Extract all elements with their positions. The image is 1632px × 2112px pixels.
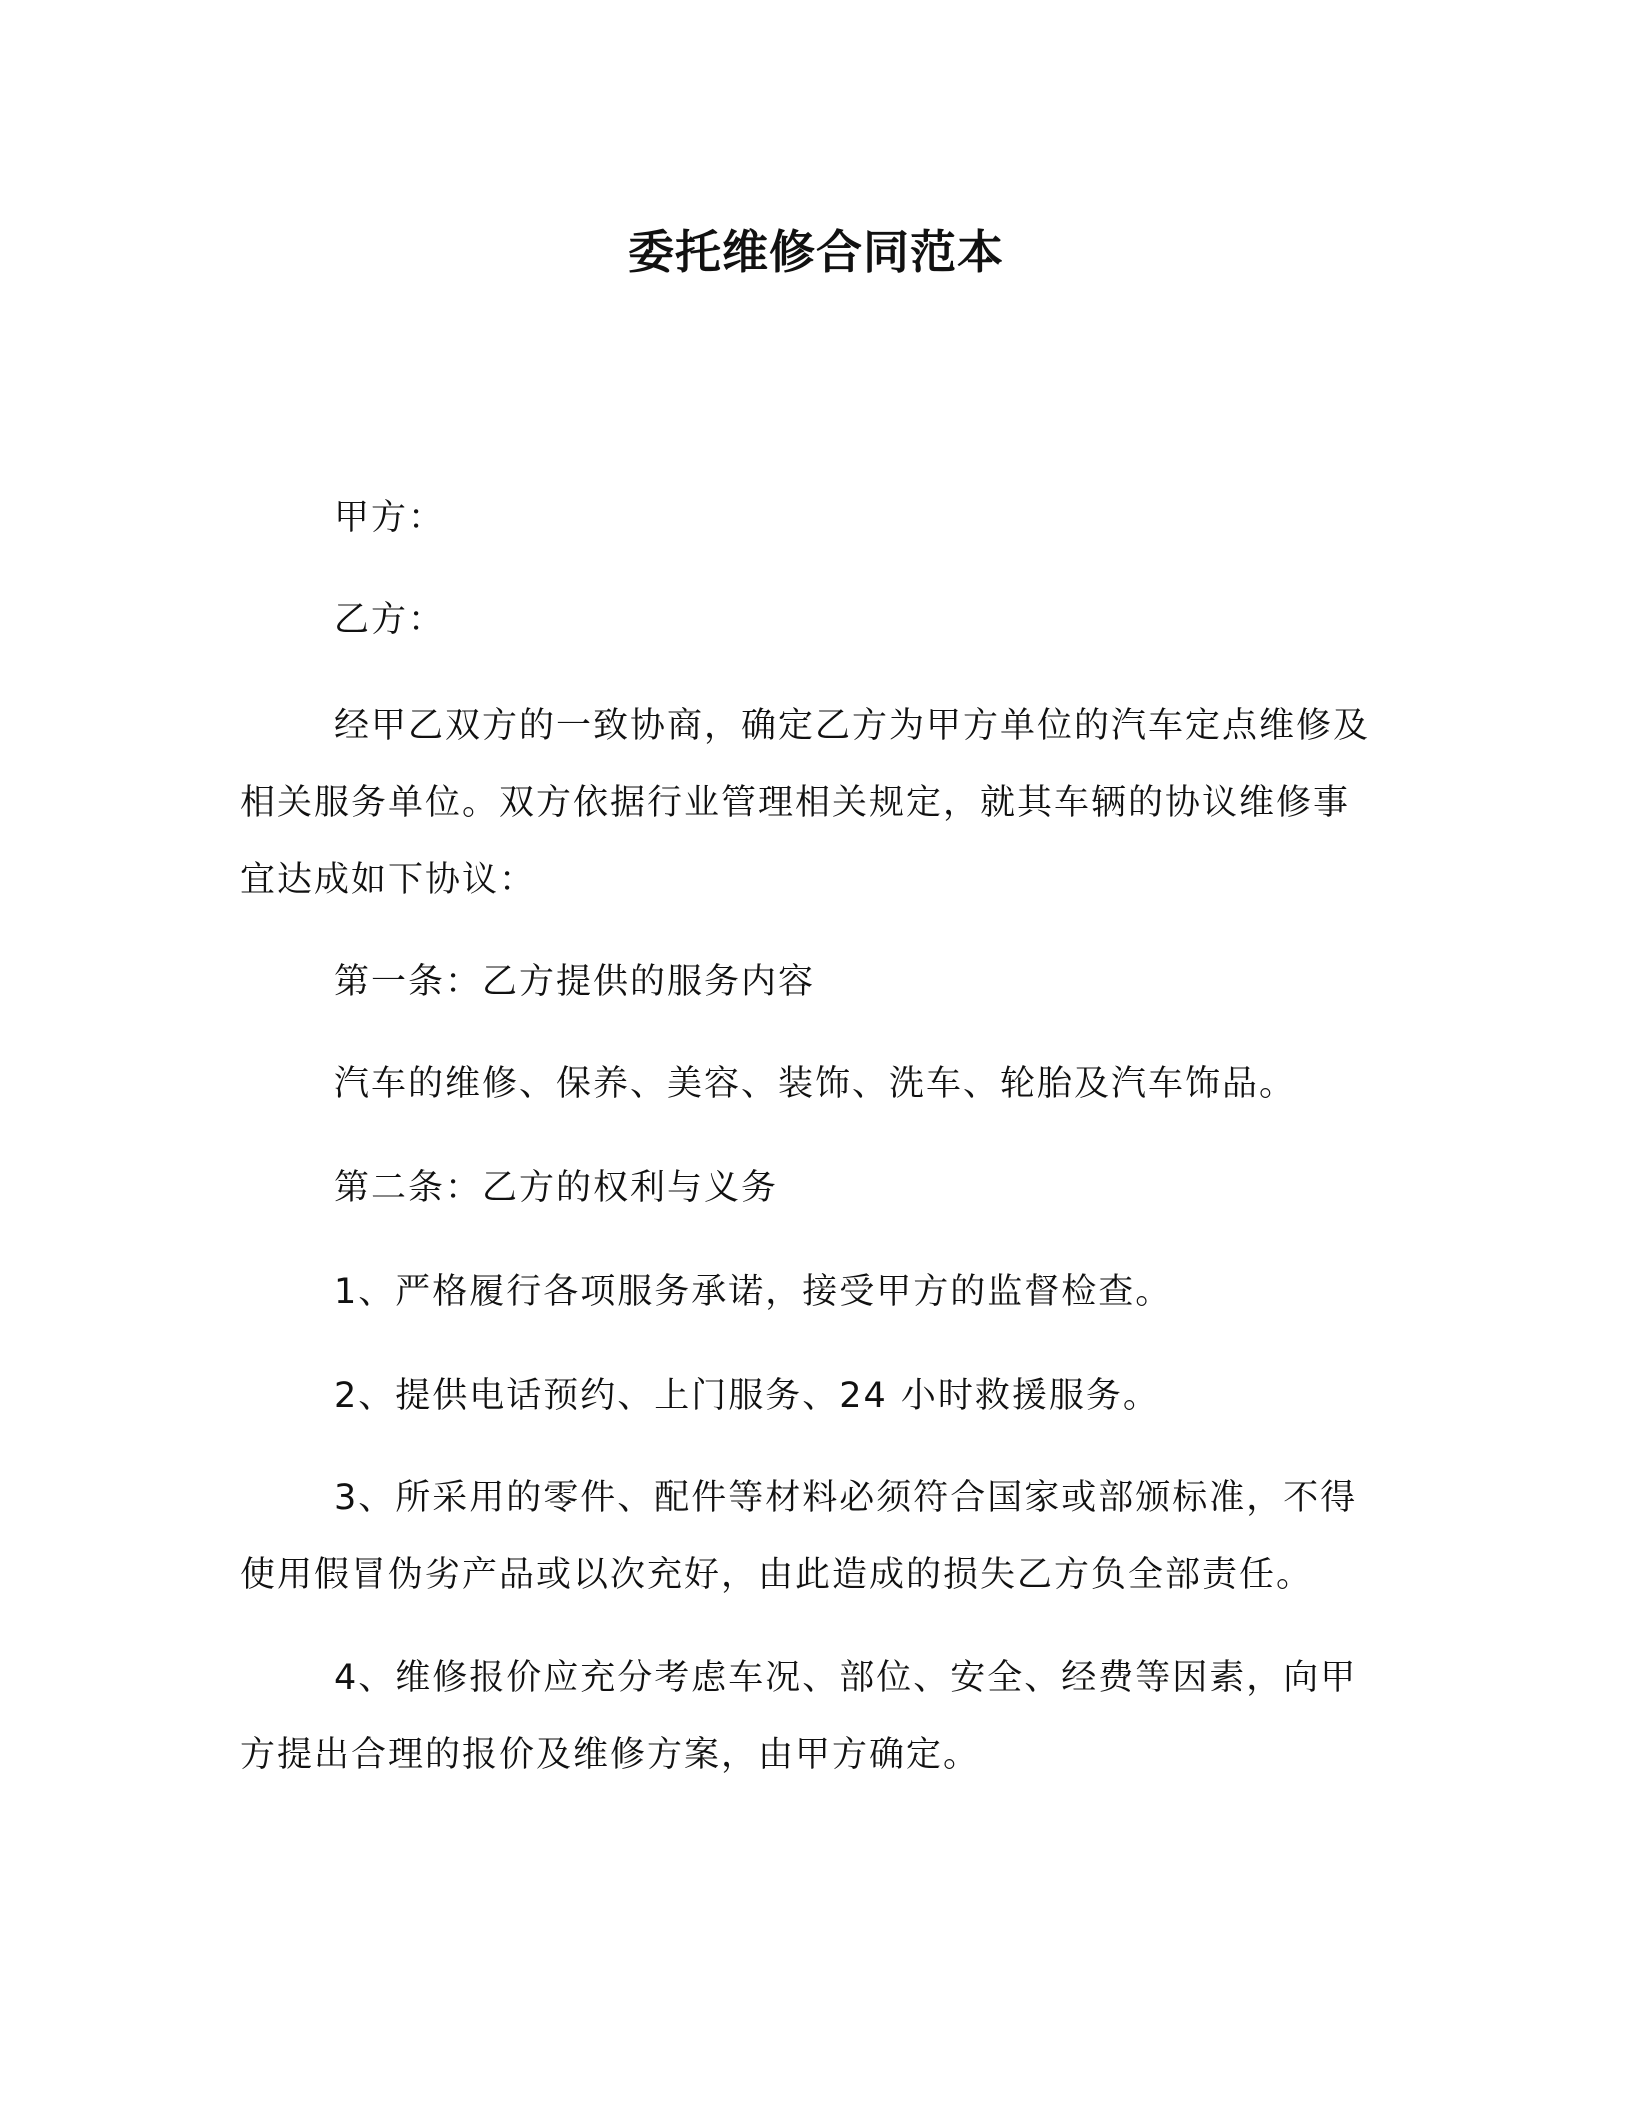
article-2-heading: 第二条：乙方的权利与义务 — [334, 1168, 779, 1208]
intro-line-3: 宜达成如下协议： — [240, 860, 537, 900]
obligation-item-3 — [240, 1460, 1370, 1614]
intro-line-2: 相关服务单位。双方依据行业管理相关规定，就其车辆的协议维修事 — [240, 783, 1351, 823]
obligation-item-1: 1、严格履行各项服务承诺，接受甲方的监督检查。 — [334, 1272, 1173, 1312]
item-4-line-2: 方提出合理的报价及维修方案，由甲方确定。 — [240, 1735, 981, 1775]
item-3-line-2: 使用假冒伪劣产品或以次充好，由此造成的损失乙方负全部责任。 — [240, 1555, 1314, 1595]
document-title: 委托维修合同范本 — [628, 225, 1004, 279]
item-4-line-1: 4、维修报价应充分考虑车况、部位、安全、经费等因素，向甲 — [334, 1658, 1358, 1698]
article-1-heading: 第一条：乙方提供的服务内容 — [334, 962, 816, 1002]
item-3-line-1: 3、所采用的零件、配件等材料必须符合国家或部颁标准，不得 — [334, 1478, 1358, 1518]
intro-paragraph — [240, 688, 1370, 919]
obligation-item-4 — [240, 1640, 1370, 1794]
article-1-body: 汽车的维修、保养、美容、装饰、洗车、轮胎及汽车饰品。 — [334, 1064, 1297, 1104]
intro-line-1: 经甲乙双方的一致协商，确定乙方为甲方单位的汽车定点维修及 — [334, 706, 1371, 746]
party-b-label: 乙方： — [334, 600, 446, 640]
party-a-label: 甲方： — [334, 498, 446, 538]
obligation-item-2: 2、提供电话预约、上门服务、24 小时救援服务。 — [334, 1376, 1160, 1416]
